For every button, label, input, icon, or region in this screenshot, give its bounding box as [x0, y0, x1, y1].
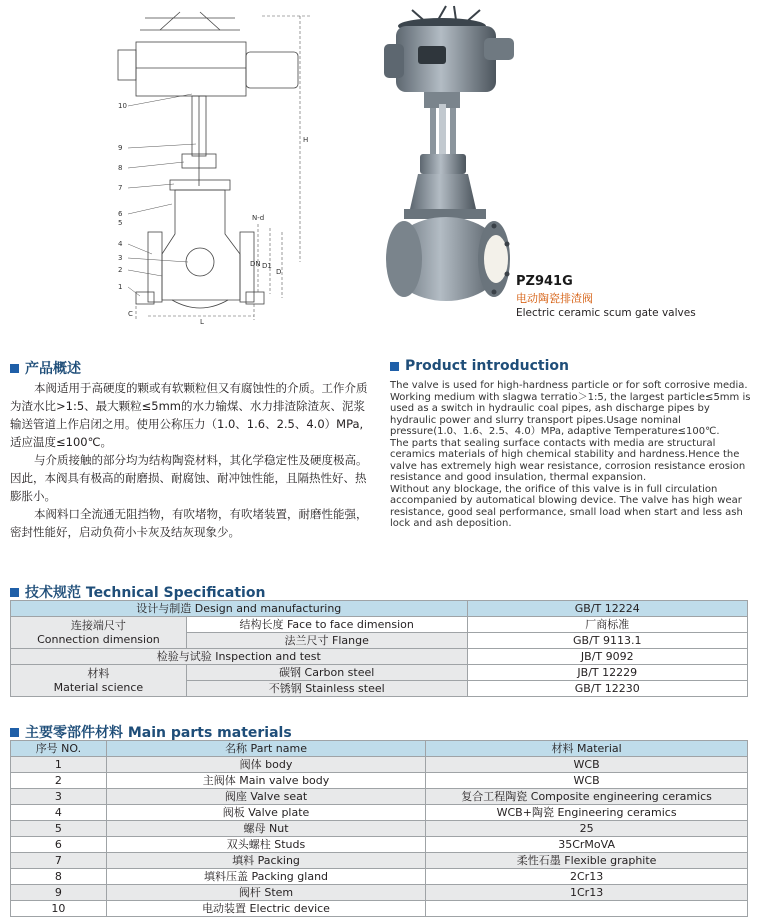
- spec-flange-label: 法兰尺寸 Flange: [186, 633, 467, 649]
- product-name-cn: 电动陶瓷排渣阀: [516, 292, 593, 305]
- parts-heading: 主要零部件材料 Main parts materials: [10, 722, 292, 742]
- intro-en-paragraph: Without any blockage, the orifice of this valve is in full circulation accompanied by automatical blowing device. The valve has high wear resistance, good seal performance, small load when start and less ash lock and ash deposition.: [390, 483, 743, 529]
- callout-1: 1: [118, 283, 123, 291]
- callout-8: 8: [118, 164, 123, 172]
- intro-en-paragraph: The valve is used for high-hardness particle or for soft corrosive media. Working medium with slagwa terratio＞1:5, the largest particle≤5mm is used as a switch in hydraulic coal pipes, ash discharge pipes by hydraulic power and slurry transport pipes.Usage nominal pressure(1.0、1.6、2.5、4.0）MPa, adaptive Temperature≤100℃.: [390, 380, 751, 437]
- spec-carbon-label: 碳钢 Carbon steel: [186, 665, 467, 681]
- dim-c: C: [128, 310, 133, 318]
- parts-header-no: 序号 NO.: [11, 741, 107, 757]
- spec-stainless-value: GB/T 12230: [467, 681, 747, 697]
- spec-material-label: 材料 Material science: [11, 665, 187, 697]
- callout-5: 5: [118, 219, 123, 227]
- table-row: [11, 649, 748, 665]
- intro-cn-paragraph: 本阀适用于高硬度的颗或有软颗粒但又有腐蚀性的介质。工作介质为渣水比>1:5、最大颗粒≤5mm的水力输煤、水力排渣除渣灰、泥浆输送管道上作启闭之用。使用公称压力（1.0、1.6、2.5、4.0）MPa,适应温度≤100℃。: [10, 381, 368, 449]
- intro-cn-paragraph: 本阀料口全流通无阻挡物，有吹堵物，有吹堵装置，耐磨性能强，密封性能好，启动负荷小卡灰及结灰现象少。: [10, 507, 368, 539]
- valve-technical-drawing: [100, 4, 340, 326]
- dim-dn: DN: [250, 260, 261, 268]
- callout-10: 10: [118, 102, 127, 110]
- parts-header-material: 材料 Material: [426, 741, 748, 757]
- spec-heading: 技术规范 Technical Specification: [10, 582, 265, 602]
- table-row: 2 主阀体 Main valve body WCB: [11, 773, 748, 789]
- callout-2: 2: [118, 266, 123, 274]
- table-row: [11, 665, 748, 681]
- table-row: 1 阀体 body WCB: [11, 757, 748, 773]
- dim-d: D: [276, 268, 282, 276]
- dim-d1: D1: [262, 262, 272, 270]
- parts-header-name: 名称 Part name: [106, 741, 425, 757]
- table-row: 10 电动装置 Electric device: [11, 901, 748, 917]
- table-row: 8 填料压盖 Packing gland 2Cr13: [11, 869, 748, 885]
- spec-stainless-label: 不锈钢 Stainless steel: [186, 681, 467, 697]
- spec-face-label: 结构长度 Face to face dimension: [186, 617, 467, 633]
- intro-text-en: [390, 380, 752, 530]
- table-row: 6 双头螺柱 Studs 35CrMoVA: [11, 837, 748, 853]
- dim-nd: N-d: [252, 214, 265, 222]
- product-model: PZ941G: [516, 274, 573, 289]
- heading-square-icon: [10, 588, 19, 597]
- dim-l: L: [200, 318, 204, 326]
- heading-square-icon: [390, 362, 399, 371]
- table-row: 7 填料 Packing 柔性石墨 Flexible graphite: [11, 853, 748, 869]
- intro-en-paragraph: The parts that sealing surface contacts with media are structural ceramics materials of high chemical stability and hardness.Hence the valve has extremely high wear resistance, corrosion resistance erosion resistance and good insulation, thermal expansion.: [390, 437, 746, 483]
- table-row: 9 阀杆 Stem 1Cr13: [11, 885, 748, 901]
- product-caption: [516, 274, 696, 319]
- callout-6: 6: [118, 210, 123, 218]
- table-row: [11, 617, 748, 633]
- table-row: [11, 601, 748, 617]
- callout-7: 7: [118, 184, 123, 192]
- heading-square-icon: [10, 364, 19, 373]
- spec-table: [10, 600, 748, 697]
- callout-3: 3: [118, 254, 123, 262]
- product-name-en: Electric ceramic scum gate valves: [516, 307, 696, 319]
- spec-carbon-value: JB/T 12229: [467, 665, 747, 681]
- spec-inspect-value: JB/T 9092: [467, 649, 747, 665]
- callout-9: 9: [118, 144, 123, 152]
- intro-cn-paragraph: 与介质接触的部分均为结构陶瓷材料，其化学稳定性及硬度极高。因此，本阀具有极高的耐磨损、耐腐蚀、耐冲蚀性能，且隔热性好、热膨胀小。: [10, 453, 368, 503]
- intro-text-cn: [10, 379, 370, 541]
- intro-heading-cn: 产品概述: [10, 358, 81, 378]
- spec-conn-label: 连接端尺寸 Connection dimension: [11, 617, 187, 649]
- parts-table: [10, 740, 748, 917]
- dim-h: H: [303, 136, 309, 144]
- spec-design-label: 设计与制造 Design and manufacturing: [11, 601, 468, 617]
- table-row: 5 螺母 Nut 25: [11, 821, 748, 837]
- spec-flange-value: GB/T 9113.1: [467, 633, 747, 649]
- intro-heading-en: Product introduction: [390, 358, 569, 374]
- callout-4: 4: [118, 240, 123, 248]
- spec-inspect-label: 检验与试验 Inspection and test: [11, 649, 468, 665]
- table-row: 4 阀板 Valve plate WCB+陶瓷 Engineering ceramics: [11, 805, 748, 821]
- spec-face-value: 厂商标准: [467, 617, 747, 633]
- valve-product-photo: [376, 4, 526, 304]
- heading-square-icon: [10, 728, 19, 737]
- table-row: 3 阀座 Valve seat 复合工程陶瓷 Composite engineering ceramics: [11, 789, 748, 805]
- table-header-row: [11, 741, 748, 757]
- spec-design-value: GB/T 12224: [467, 601, 747, 617]
